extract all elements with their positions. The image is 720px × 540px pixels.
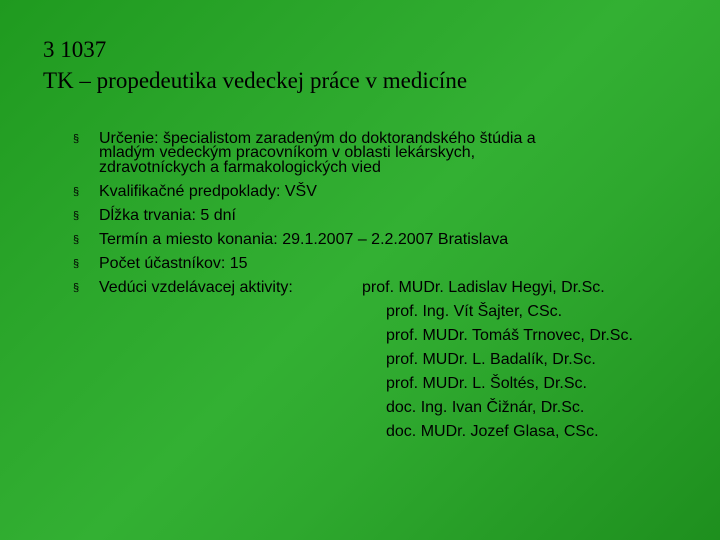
purpose-line-2: mladým vedeckým pracovníkom v oblasti lekárskych,: [99, 144, 476, 161]
course-name: TK – propedeutika vedeckej práce v medicíne: [43, 68, 468, 93]
leader-name: prof. MUDr. Tomáš Trnovec, Dr.Sc.: [386, 327, 633, 344]
participants-text: Počet účastníkov: 15: [99, 255, 248, 272]
bullet-icon: §: [73, 186, 80, 198]
list-item-leaders: [75, 276, 685, 444]
qualification-text: Kvalifikačné predpoklady: VŠV: [99, 183, 317, 200]
leader-name: doc. Ing. Ivan Čižnár, Dr.Sc.: [386, 399, 585, 416]
list-item-duration: [75, 204, 685, 228]
date-place-text: Termín a miesto konania: 29.1.2007 – 2.2.2007 Bratislava: [99, 231, 509, 248]
duration-text: Dĺžka trvania: 5 dní: [99, 207, 236, 224]
bullet-icon: §: [73, 133, 80, 145]
bullet-icon: §: [73, 210, 80, 222]
list-item-purpose: [75, 127, 685, 180]
slide-title: [43, 34, 467, 96]
leaders-list: [99, 300, 685, 444]
bullet-icon: §: [73, 234, 80, 246]
leader-name: prof. Ing. Vít Šajter, CSc.: [386, 303, 563, 320]
leader-name: doc. MUDr. Jozef Glasa, CSc.: [386, 423, 599, 440]
bullet-icon: §: [73, 258, 80, 270]
leader-name: prof. MUDr. L. Šoltés, Dr.Sc.: [386, 375, 587, 392]
purpose-line-1: Určenie: špecialistom zaradeným do doktorandského štúdia a: [99, 130, 536, 147]
bullet-list: [75, 127, 685, 444]
leader-name: prof. MUDr. L. Badalík, Dr.Sc.: [386, 351, 596, 368]
leader-name: prof. MUDr. Ladislav Hegyi, Dr.Sc.: [362, 279, 605, 296]
bullet-icon: §: [73, 282, 80, 294]
list-item-date-place: [75, 228, 685, 252]
purpose-line-3: zdravotníckych a farmakologických vied: [99, 159, 381, 176]
course-code: 3 1037: [43, 37, 107, 62]
list-item-qualification: [75, 180, 685, 204]
list-item-participants: [75, 252, 685, 276]
leaders-label: Vedúci vzdelávacej aktivity:: [99, 279, 293, 296]
